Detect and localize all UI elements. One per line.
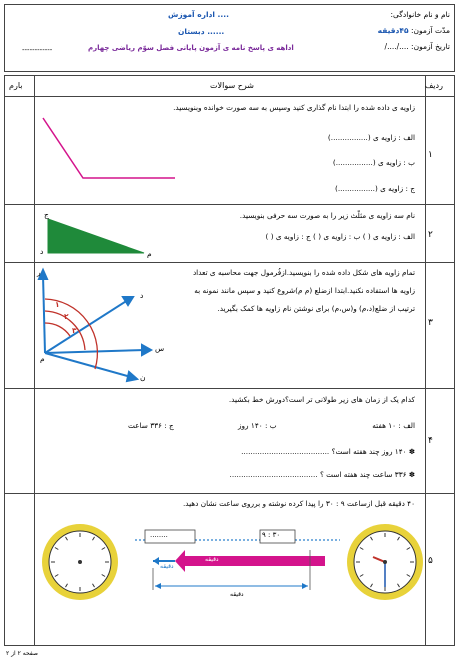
- q3-line2: زاویه ها استفاده نکنید.ابتدا ازضلع (م م)شروع کنید و سپس مانند نمونه به: [194, 286, 415, 295]
- date-label: تاریخ آزمون: ..../..../: [384, 42, 450, 51]
- q4-sub-question-1: ✽ ۱۴۰ روز چند هفته است؟ ......................................: [241, 447, 415, 456]
- q5-span-label: دقیقه: [230, 591, 244, 598]
- q1-answer-c: ج : زاویه ی (................): [335, 184, 415, 193]
- q3-line1: تمام زاویه های شکل داده شده را بنویسید.ازفُرمول جهت محاسبه ی تعداد: [192, 268, 415, 277]
- q3-label-n: ن: [140, 373, 146, 382]
- row-number-3: ۳: [428, 318, 433, 328]
- q2-vertex-right: م: [147, 249, 152, 258]
- column-score-header: بارم: [9, 81, 23, 90]
- row-number-4: ۴: [428, 436, 433, 446]
- name-label: نام و نام خانوادگی:: [390, 10, 450, 19]
- q5-clock-left: [40, 517, 122, 607]
- row-number-1: ۱: [428, 150, 433, 160]
- exam-title: اداهه ی پاسخ نامه ی آزمون پایانی فصل سوّم ریاضی چهارم: [88, 44, 294, 52]
- q3-label-s: س: [155, 344, 165, 353]
- q3-label-r: ر: [37, 268, 41, 277]
- department-title: اداره آموزش ....: [168, 10, 229, 19]
- time-label: مدّت آزمون: ۴۵دقیقه: [377, 26, 450, 35]
- page-number: صفحه ۲ از ۲: [6, 650, 38, 657]
- school-title: دبستان ......: [178, 27, 225, 36]
- q4-text: کدام یک از زمان های زیر طولانی تر است؟دورش خط بکشید.: [228, 395, 415, 404]
- q1-angle-figure: [35, 110, 185, 190]
- q1-text: زاویه ی داده شده را ابتدا نام گذاری کنید وسپس به سه صورت خوانده وبنویسید.: [173, 103, 415, 112]
- q5-answer-box: ........: [150, 531, 168, 539]
- q4-option-b: ب : ۱۴۰ روز: [238, 421, 277, 430]
- q5-arrow-label-magenta: دقیقه: [205, 556, 219, 563]
- q3-label-m: م: [40, 354, 45, 363]
- q3-line3: ترتیب از ضلع(د،م) و(س،م) برای نوشتن نام زاویه ها کمک بگیرید.: [217, 304, 415, 313]
- q3-angles-figure: [33, 265, 173, 390]
- row-number-5: ۵: [428, 556, 433, 566]
- q2-vertex-top: ج: [44, 210, 49, 219]
- q2-answers: الف : زاویه ی ( ) ب : زاویه ی ( ) ج : زاویه ی ( ): [265, 232, 415, 241]
- q4-option-a: الف : ۱۰ هفته: [372, 421, 415, 430]
- header-dashes: ------------: [22, 46, 53, 54]
- q5-arrow-label-blue: دقیقه: [160, 563, 174, 570]
- row-number-2: ۲: [428, 230, 433, 240]
- q3-arc-number-2: ۲: [64, 312, 69, 321]
- q3-label-d: د: [140, 291, 144, 300]
- column-description-header: شرح سوالات: [210, 81, 254, 90]
- q4-option-c: ج : ۳۳۶ ساعت: [128, 421, 174, 430]
- q1-answer-a: الف : زاویه ی (................): [327, 133, 415, 142]
- q3-arc-number-3: ۳: [72, 326, 77, 335]
- exam-header: [4, 4, 455, 72]
- q1-answer-b: ب : زاویه ی (................): [332, 158, 415, 167]
- page-footer: [0, 648, 459, 661]
- q2-text: نام سه زاویه ی مثلّث زیر را به صورت سه حرفی بنویسید.: [239, 211, 415, 220]
- q5-text: ۴۰ دقیقه قبل ازساعت ۹ : ۳۰ را پیدا کرده نوشته و برروی ساعت نشان دهید.: [182, 499, 415, 508]
- q5-start-time-box: ۹ : ۳۰: [262, 531, 281, 539]
- q4-sub-question-2: ✽ ۳۳۶ ساعت چند هفته است ؟ ......................................: [229, 470, 415, 479]
- q2-triangle-figure: [36, 210, 156, 260]
- q2-vertex-left: د: [40, 247, 44, 256]
- q3-arc-number-1: ۱: [55, 300, 60, 309]
- column-row-header: ردیف: [425, 81, 443, 90]
- q5-clock-right: [345, 517, 427, 607]
